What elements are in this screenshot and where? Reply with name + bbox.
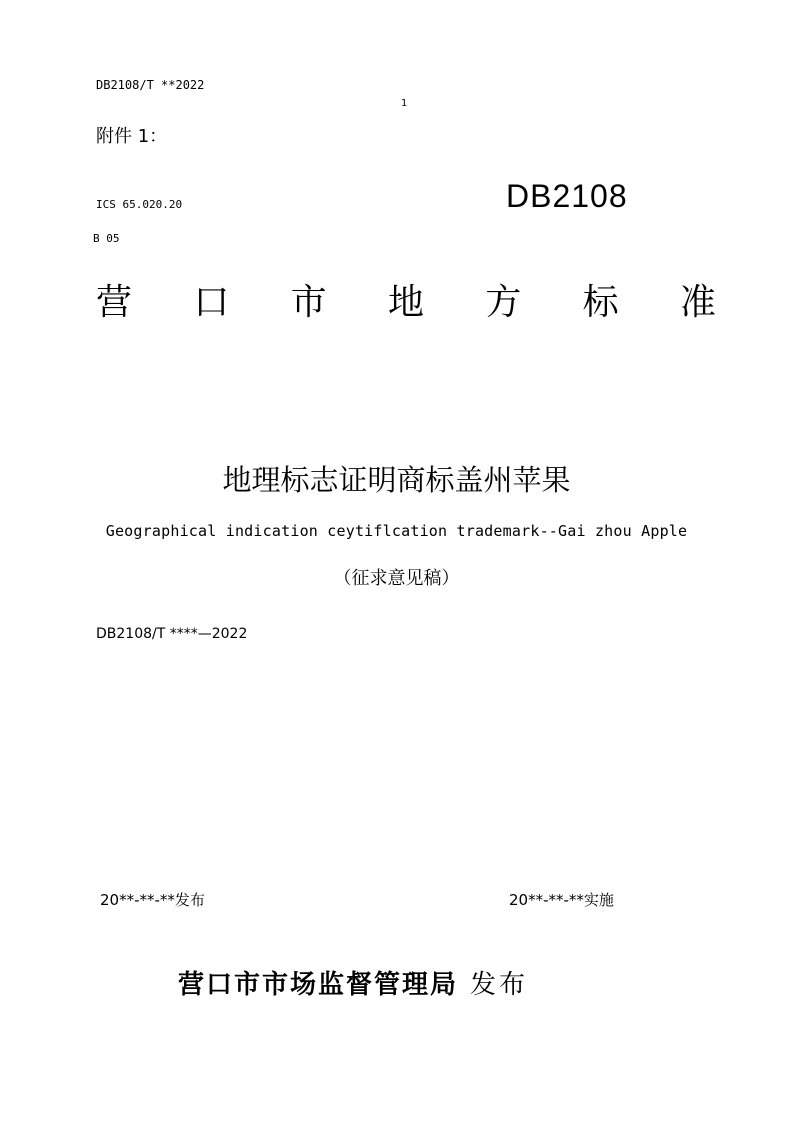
standard-type-char: 口 xyxy=(193,282,230,323)
document-title: 地理标志证明商标盖州苹果 xyxy=(222,463,571,497)
standard-type-char: 地 xyxy=(387,282,424,323)
standard-type-char: 市 xyxy=(290,282,327,323)
ics-code: ICS 65.020.20 xyxy=(96,198,183,211)
standard-type-char: 准 xyxy=(679,282,716,323)
standard-type-char: 营 xyxy=(96,282,133,323)
document-subtitle-en: Geographical indication ceytiflcation trademark--Gai zhou Apple xyxy=(105,522,688,540)
standard-type-title xyxy=(96,274,716,323)
attachment-label: 附件 1： xyxy=(96,126,168,147)
document-number: DB2108/T ****—2022 xyxy=(96,626,248,642)
implementation-date: 20**-**-**实施 xyxy=(509,891,614,909)
publisher-organization: 营口市市场监督管理局 xyxy=(178,970,459,1000)
db-code: DB2108 xyxy=(506,178,628,214)
header-doc-code: DB2108/T **2022 xyxy=(96,78,205,92)
page-number: 1 xyxy=(401,98,408,109)
draft-note: （征求意见稿） xyxy=(333,568,460,589)
ccs-code: B 05 xyxy=(93,232,120,245)
standard-type-char: 方 xyxy=(485,282,522,323)
issue-date: 20**-**-**发布 xyxy=(100,891,205,909)
publisher-action: 发布 xyxy=(470,970,529,1000)
publisher-line xyxy=(178,964,528,1001)
standard-type-char: 标 xyxy=(582,282,619,323)
